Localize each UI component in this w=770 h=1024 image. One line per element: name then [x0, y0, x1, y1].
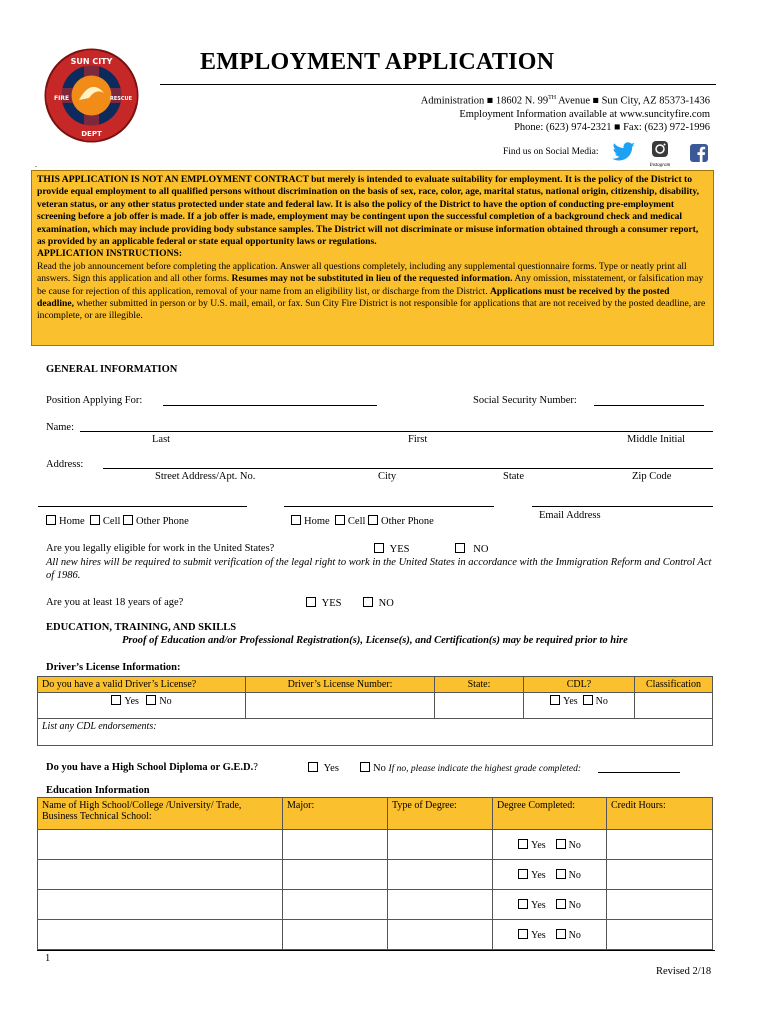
phone1-type[interactable]: Home Cell Other Phone — [46, 515, 189, 527]
age-yes[interactable]: YES — [306, 597, 341, 609]
age-question: Are you at least 18 years of age? — [46, 597, 184, 608]
dl-col-cdl: CDL? — [524, 677, 635, 693]
eligible-yes[interactable]: YES — [374, 543, 409, 555]
first-name-caption: First — [408, 434, 428, 445]
highest-grade-field[interactable] — [598, 772, 680, 773]
revised-date: Revised 2/18 — [656, 966, 712, 977]
other-checkbox[interactable] — [123, 515, 133, 525]
edu-credits-cell[interactable] — [607, 860, 713, 890]
last-name-caption: Last — [152, 434, 171, 445]
hs-question: Do you have a High School Diploma or G.E.D.? — [46, 762, 258, 773]
notice-box — [31, 170, 714, 346]
edu-type-cell[interactable] — [388, 830, 493, 860]
instagram-label: Instagram — [649, 163, 671, 168]
instructions-title: APPLICATION INSTRUCTIONS: — [37, 248, 183, 260]
email-caption: Email Address — [539, 510, 601, 521]
name-field[interactable] — [80, 431, 713, 432]
state-caption: State — [503, 471, 524, 482]
edu-school-cell[interactable] — [38, 890, 283, 920]
dl-cdl-cell[interactable]: Yes No — [524, 693, 635, 719]
email-field[interactable] — [532, 506, 713, 507]
middle-initial-caption: Middle Initial — [627, 434, 686, 445]
edu-major-cell[interactable] — [283, 830, 388, 860]
eligible-note: All new hires will be required to submit verification of the legal right to work in the United States in accordance with the Immigration Reform and Control Act of 1986. — [46, 557, 712, 581]
eligible-no[interactable]: NO — [455, 543, 488, 555]
edu-major-cell[interactable] — [283, 920, 388, 950]
edu-school-cell[interactable] — [38, 830, 283, 860]
age-no[interactable]: NO — [363, 597, 394, 609]
edu-col-credits: Credit Hours: — [607, 798, 713, 830]
address-line: Administration ■ 18602 N. 99TH Avenue ■ Sun City, AZ 85373-1436 — [420, 95, 710, 107]
general-info-heading: GENERAL INFORMATION — [46, 364, 178, 375]
facebook-icon[interactable] — [690, 144, 708, 167]
phone2-type[interactable]: Home Cell Other Phone — [291, 515, 434, 527]
phone-line: Phone: (623) 974-2321 ■ Fax: (623) 972-1996 — [514, 122, 710, 133]
home-checkbox[interactable] — [291, 515, 301, 525]
education-table — [37, 797, 713, 950]
edu-school-cell[interactable] — [38, 920, 283, 950]
edu-type-cell[interactable] — [388, 860, 493, 890]
edu-school-cell[interactable] — [38, 860, 283, 890]
edu-completed-cell[interactable]: Yes No — [493, 890, 607, 920]
street-caption: Street Address/Apt. No. — [155, 471, 256, 482]
position-field[interactable] — [163, 405, 377, 406]
edu-completed-cell[interactable]: Yes No — [493, 860, 607, 890]
edu-major-cell[interactable] — [283, 890, 388, 920]
website-line: Employment Information available at www.suncityfire.com — [459, 109, 710, 120]
phone2-field[interactable] — [284, 506, 494, 507]
instagram-icon[interactable] — [649, 140, 671, 168]
edu-credits-cell[interactable] — [607, 920, 713, 950]
edu-col-degree-type: Type of Degree: — [388, 798, 493, 830]
phone1-field[interactable] — [38, 506, 247, 507]
edu-credits-cell[interactable] — [607, 890, 713, 920]
logo-left-text: FIRE — [54, 95, 70, 102]
education-heading: EDUCATION, TRAINING, AND SKILLS — [46, 622, 237, 633]
edu-col-completed: Degree Completed: — [493, 798, 607, 830]
education-info-heading: Education Information — [46, 785, 150, 796]
hs-yes[interactable]: Yes — [308, 762, 339, 774]
name-label: Name: — [46, 422, 74, 433]
city-caption: City — [378, 471, 397, 482]
dl-number-cell[interactable] — [246, 693, 435, 719]
dl-state-cell[interactable] — [435, 693, 524, 719]
logo-right-text: RESCUE — [110, 96, 133, 102]
dl-heading: Driver’s License Information: — [46, 662, 181, 673]
cell-checkbox[interactable] — [335, 515, 345, 525]
edu-completed-cell[interactable]: Yes No — [493, 920, 607, 950]
district-logo — [44, 48, 139, 143]
proof-note: Proof of Education and/or Professional Registration(s), License(s), and Certification(s) may be required prior to hire — [122, 635, 628, 646]
cell-checkbox[interactable] — [90, 515, 100, 525]
logo-top-text: SUN CITY — [70, 57, 113, 66]
dl-col-valid: Do you have a valid Driver’s License? — [38, 677, 246, 693]
dl-col-class: Classification — [635, 677, 713, 693]
edu-major-cell[interactable] — [283, 860, 388, 890]
dl-class-cell[interactable] — [635, 693, 713, 719]
zip-caption: Zip Code — [632, 471, 672, 482]
address-label: Address: — [46, 459, 84, 470]
position-label: Position Applying For: — [46, 395, 143, 406]
drivers-license-table — [37, 676, 713, 746]
dl-col-state: State: — [435, 677, 524, 693]
home-checkbox[interactable] — [46, 515, 56, 525]
edu-col-major: Major: — [283, 798, 388, 830]
edu-credits-cell[interactable] — [607, 830, 713, 860]
other-checkbox[interactable] — [368, 515, 378, 525]
logo-bottom-text: DEPT — [81, 130, 102, 138]
dl-valid-cell[interactable]: Yes No — [38, 693, 246, 719]
cdl-endorsements-cell[interactable]: List any CDL endorsements: — [38, 719, 713, 746]
dl-col-number: Driver’s License Number: — [246, 677, 435, 693]
ssn-label: Social Security Number: — [473, 395, 577, 406]
instructions-text: Read the job announcement before completing the application. Answer all questions completely, including any supplemental questionnaire forms. Type or neatly print all answers. Sign this application and all other forms. Resumes may not be substituted in lieu of the requested information. Any omission, misstatement, or falsification may be cause for rejection of this application, removal of your name from an eligibility list, or discharge from the District. Applications must be received by the posted deadline, whether submitted in person or by U.S. mail, email, or fax. Sun City Fire District is not responsible for applications that are not received by the posted deadline, are incomplete, or are illegible. — [37, 260, 706, 322]
address-field[interactable] — [103, 468, 713, 469]
contract-notice: THIS APPLICATION IS NOT AN EMPLOYMENT CONTRACT but merely is intended to evaluate suitability for employment. It is the policy of the District to provide equal employment to all qualified persons without discrimination on the basis of sex, race, color, age, marital status, national origin, citizenship, disability, veteran status, or any other status protected under state and federal law. It is also the policy of the District to have the option of conducting pre-employment screening before a job offer is made. If a job offer is made, employment may be contingent upon the successful completion of a background check and medical examination, which may include providing body substance samples. The District will not discriminate or misuse information obtained through a consumer report, as provided by an applicable federal or state equal opportunity laws or regulations. — [37, 174, 699, 248]
page-number: 1 — [45, 953, 51, 964]
edu-type-cell[interactable] — [388, 920, 493, 950]
social-label: Find us on Social Media: — [503, 147, 599, 157]
ssn-field[interactable] — [594, 405, 704, 406]
hs-no[interactable]: No If no, please indicate the highest grade completed: — [360, 762, 581, 774]
edu-col-school: Name of High School/College /University/ Trade, Business Technical School: — [38, 798, 283, 830]
page-title: EMPLOYMENT APPLICATION — [200, 49, 555, 75]
edu-completed-cell[interactable]: Yes No — [493, 830, 607, 860]
twitter-icon[interactable] — [612, 142, 636, 167]
eligible-question: Are you legally eligible for work in the United States? — [46, 543, 275, 554]
edu-type-cell[interactable] — [388, 890, 493, 920]
